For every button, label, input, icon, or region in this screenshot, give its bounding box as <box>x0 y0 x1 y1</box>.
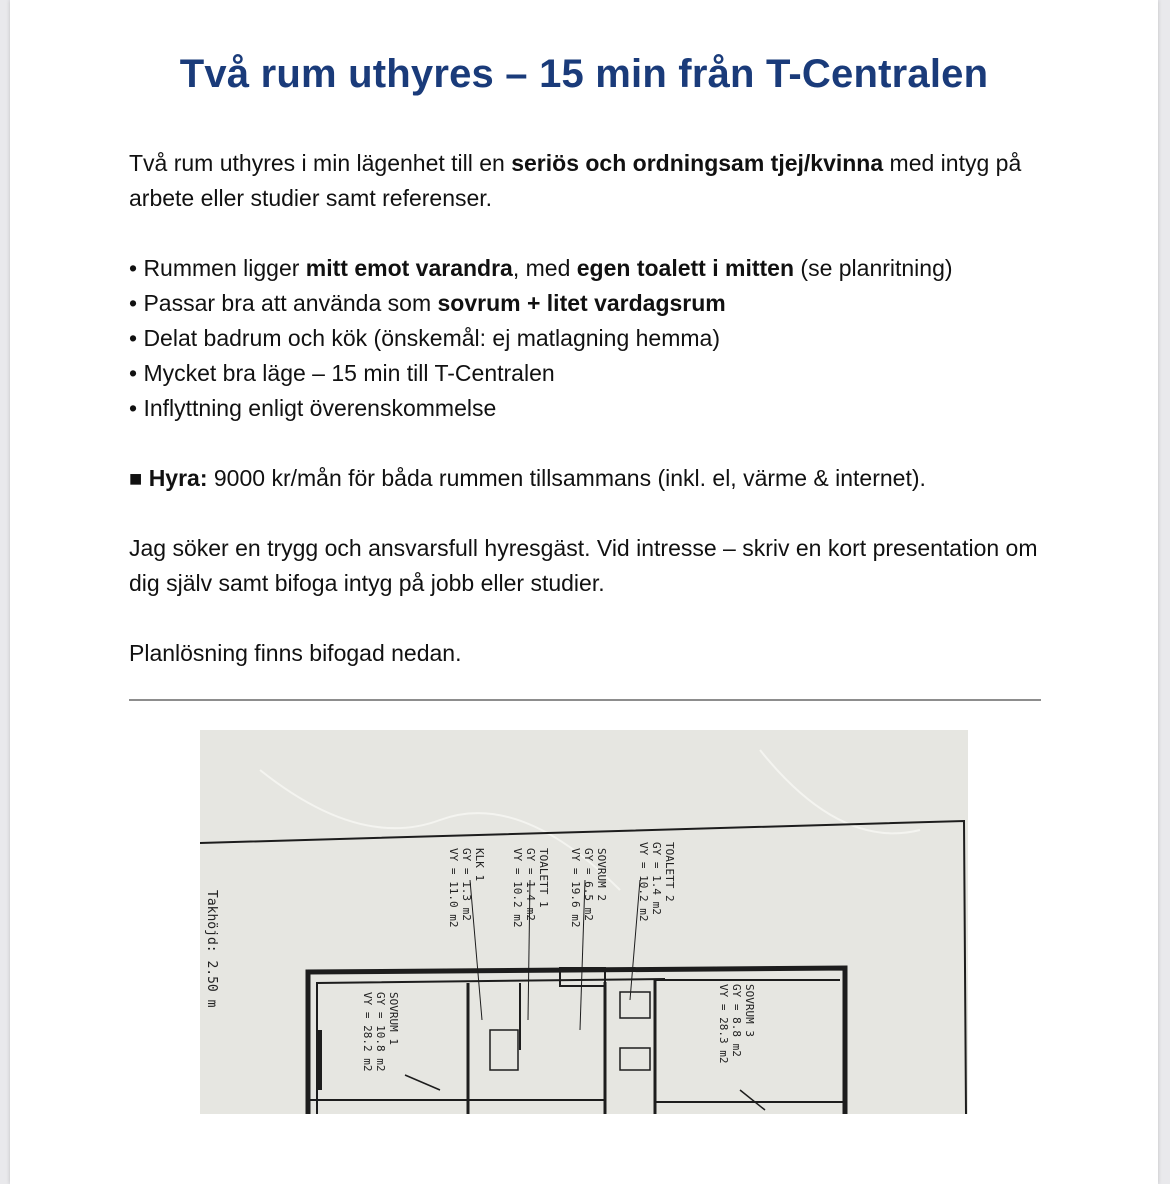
room-gy: GY = 6.5 m2 <box>582 848 595 921</box>
bullet-item: • Mycket bra läge – 15 min till T-Centralen <box>129 360 555 386</box>
room-gy: GY = 1.4 m2 <box>524 848 537 921</box>
room-gy: GY = 1.3 m2 <box>460 848 473 921</box>
ad-content <box>129 146 1049 671</box>
room-gy: GY = 10.8 m2 <box>374 992 387 1072</box>
ceiling-height-label: Takhöjd: 2.50 m <box>204 890 219 1008</box>
room-name: SOVRUM 1 <box>387 992 400 1045</box>
room-vy: VY = 10.2 m2 <box>637 842 650 922</box>
bullet-item: • Delat badrum och kök (önskemål: ej matlagning hemma) <box>129 325 720 351</box>
room-vy: VY = 19.6 m2 <box>569 848 582 928</box>
bullet-item: • Rummen ligger mitt emot varandra, med egen toalett i mitten (se planritning) <box>129 255 953 281</box>
room-vy: VY = 28.2 m2 <box>361 992 374 1072</box>
room-vy: VY = 28.3 m2 <box>717 984 730 1064</box>
rent-text: 9000 kr/mån för båda rummen tillsammans (inkl. el, värme & internet). <box>207 465 926 491</box>
room-vy: VY = 10.2 m2 <box>511 848 524 928</box>
bullet-list <box>129 251 1049 426</box>
room-name: TOALETT 2 <box>663 842 676 902</box>
room-name: SOVRUM 3 <box>743 984 756 1037</box>
document-page <box>10 0 1158 1184</box>
bullet-item: • Inflyttning enligt överenskommelse <box>129 395 497 421</box>
room-name: SOVRUM 2 <box>595 848 608 901</box>
intro-paragraph <box>129 146 1049 216</box>
room-name: KLK 1 <box>473 848 486 882</box>
intro-bold: seriös och ordningsam tjej/kvinna <box>511 150 884 176</box>
divider <box>129 699 1041 701</box>
rent-label: Hyra: <box>148 465 208 491</box>
bullet-item: • Passar bra att använda som sovrum + litet vardagsrum <box>129 290 726 316</box>
contact-paragraph: Jag söker en trygg och ansvarsfull hyresgäst. Vid intresse – skriv en kort presentation om dig själv samt bifoga intyg på jobb eller studier. <box>129 535 1038 596</box>
intro-text-1: Två rum uthyres i min lägenhet till en <box>129 150 512 176</box>
intro-text-2: med intyg på arbete eller studier samt referenser. <box>129 150 1022 211</box>
page-title: Två rum uthyres – 15 min från T-Centralen <box>179 52 989 96</box>
square-icon: ■ <box>129 466 143 491</box>
room-name: TOALETT 1 <box>537 848 550 908</box>
room-vy: VY = 11.0 m2 <box>447 848 460 928</box>
room-gy: GY = 8.8 m2 <box>730 984 743 1057</box>
floorplan-image <box>200 730 968 1114</box>
rent-paragraph <box>129 461 1049 496</box>
plan-note: Planlösning finns bifogad nedan. <box>129 640 462 666</box>
room-gy: GY = 1.4 m2 <box>650 842 663 915</box>
